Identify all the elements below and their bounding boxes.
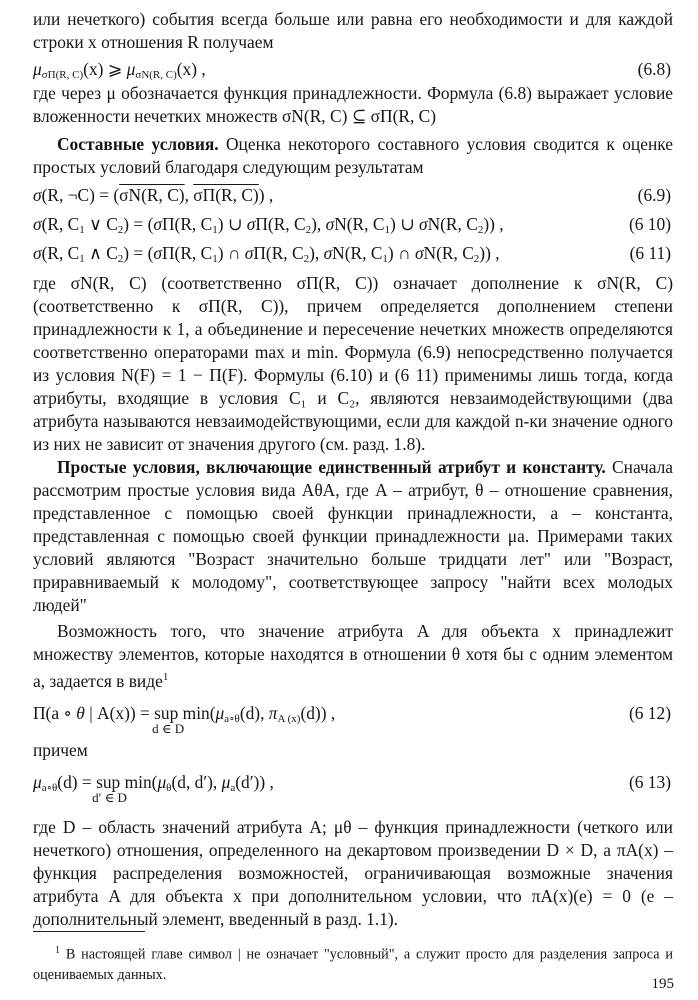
- equation-number: (6 11): [629, 243, 671, 263]
- footnote: [33, 941, 673, 985]
- heading-compound-conditions: Составные условия.: [57, 134, 219, 154]
- paragraph-compound-text: Оценка некоторого составного условия сводится к оценке простых условий благодаря следующим результатам: [33, 134, 673, 177]
- paragraph-intro-text: или нечеткого) события всегда больше или равна его необходимости и для каждой строки x отношения R получаем: [33, 9, 673, 52]
- paragraph-whereas: [33, 739, 673, 762]
- equation-6-11: σ(R, $C_1$ ∧ $C_2) = (\sigma П(R$, $C_1$) ∩ σП(R, $C_2$), σN(R, $C_1$) ∩ σN(R, $C_2$)) , (6 11): [33, 243, 671, 265]
- equation-6-8: $\mu_{\sigma П(R, C)}(x)$ ⩾ $\mu_{\sigma N(R, C)}(x)$ , (6.8): [33, 59, 671, 81]
- page-body: [33, 8, 673, 931]
- equation-6-12: П(a ∘ θ | A(x)) = sup d ∈ D $\min(\mu_{a\circ\theta}(d)$, $\pi_{A (x)}(d)$) , (6 12): [33, 702, 671, 736]
- equation-6-8-text: [0, 0, 1, 1]
- equation-number: (6 13): [628, 771, 671, 792]
- paragraph-inclusion-text: где через μ обозначается функция принадлежности. Формула (6.8) выражает условие вложенности нечетких множеств σN(R, C) ⊆ σП(R, C): [33, 83, 673, 126]
- paragraph-complement-text: где σN(R, C) (соответственно σП(R, C)) означает дополнение к σN(R, C) (соответственно к σП(R, C)), причем определяется дополнением степени принадлежности к 1, а объединение и пересечение нечетких множеств определяются соответственно операторами max и min. Формула (6.9) непосредственно получается из условия N(F) = 1 − П(F). Формулы (6.10) и (6 11) применимы лишь тогда, когда атрибуты, входящие в условия C₁ и C₂, являются невзаимодействующими (два атрибута называются невзаимодействующими, если для каждой n-ки значение одного из них не зависит от значения другого (см. разд. 1.8).: [33, 273, 673, 454]
- equation-6-13: $\mu_{a\circ\theta}(d)$ = sup d′ ∈ D $\min(\mu_\theta(d$, d′), $\mu_a(d')$) , (6 13): [33, 771, 671, 805]
- equation-6-9: σ(R, ¬C) = (σN(R, C), σП(R, C)) , (6.9): [33, 183, 673, 208]
- paragraph-inclusion: [33, 82, 673, 128]
- heading-simple-conditions: Простые условия, включающие единственный атрибут и константу.: [57, 457, 606, 477]
- paragraph-intro: [33, 8, 673, 54]
- paragraph-simple-conditions: [33, 456, 673, 617]
- paragraph-domain: [33, 816, 673, 931]
- page-number: 195: [651, 976, 674, 992]
- footnote-rule: [33, 931, 145, 932]
- paragraph-whereas-text: причем: [33, 739, 88, 760]
- paragraph-possibility-text: Возможность того, что значение атрибута A для объекта x принадлежит множеству элементов, которые находятся в отношении θ хотя бы с одним элементом a, задается в виде: [33, 621, 673, 691]
- paragraph-compound-conditions: [33, 133, 673, 179]
- equation-number: (6 12): [628, 702, 671, 723]
- equation-number: (6.9): [637, 185, 671, 205]
- equation-number: (6 10): [628, 214, 671, 234]
- paragraph-possibility: [33, 620, 673, 693]
- footnote-text: В настоящей главе символ | не означает "условный", а служит просто для разделения запроса и оцениваемых данных.: [33, 946, 673, 983]
- footnote-marker: 1: [162, 671, 169, 683]
- paragraph-complement: [33, 272, 673, 456]
- paragraph-domain-text: где D – область значений атрибута A; μθ – функция принадлежности (четкого или нечеткого) отношения, определенного на декартовом произведении D × D, а πA(x) – функция распределения возможностей, ограничивающая возможные значения атрибута A для объекта x при дополнительном условии, что πA(x)(e) = 0 (e – дополнительный элемент, введенный в разд. 1.1).: [33, 816, 673, 929]
- equation-number: (6.8): [637, 59, 671, 79]
- paragraph-simple-text: Сначала рассмотрим простые условия вида AθA, где A – атрибут, θ – отношение сравнения, представленное с помощью своей функции принадлежности, a – константа, представленная с помощью своей функции принадлежности μa. Примерами таких условий являются "Возраст значительно больше тридцати лет" или "Возраст, приравниваемый к молодому", соответствующее запросу "найти всех молодых людей": [33, 457, 673, 615]
- equation-6-10: σ(R, $C_1$ ∨ $C_2) = (\sigma П(R$, $C_1$) ∪ σП(R, $C_2$), σN(R, $C_1$) ∪ σN(R, $C_2$)) , (6 10): [33, 214, 671, 236]
- equation-texts: [0, 0, 1, 1]
- footnote-number: 1: [55, 945, 60, 956]
